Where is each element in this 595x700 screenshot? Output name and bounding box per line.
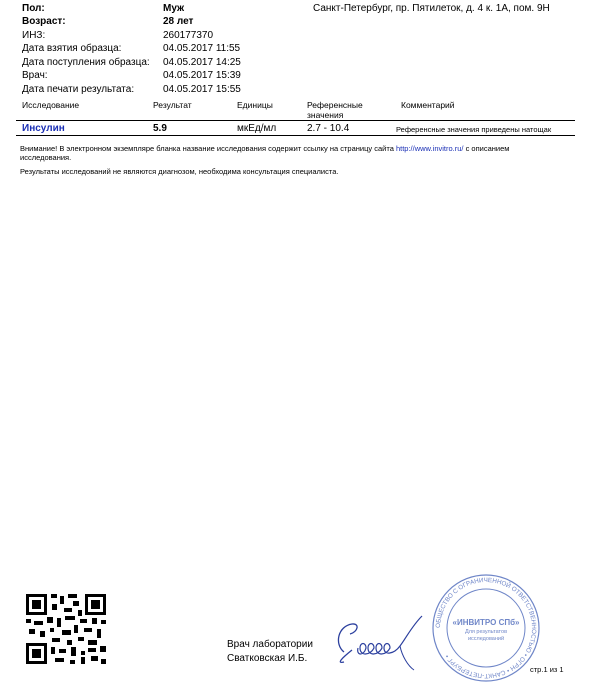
sample-taken-value: 04.05.2017 11:55 (163, 43, 241, 54)
disclaimer-note: Результаты исследований не являются диагнозом, необходима консультация специалиста. (20, 167, 339, 176)
col-header-result: Результат (153, 100, 192, 110)
col-header-units: Единицы (237, 100, 273, 110)
sample-received-label: Дата поступления образца: (22, 57, 150, 68)
doctor-signature (330, 612, 430, 674)
sex-label: Пол: (22, 3, 45, 14)
company-stamp (428, 574, 544, 682)
test-result: 5.9 (153, 123, 167, 134)
table-bottom-rule (16, 135, 575, 136)
col-header-test: Исследование (22, 100, 80, 110)
svg-text:ОБЩЕСТВО С ОГРАНИЧЕННОЙ ОТВЕТС (435, 577, 537, 679)
attention-note-line2: исследования. (20, 153, 72, 162)
stamp-ring-text: ОБЩЕСТВО С ОГРАНИЧЕННОЙ ОТВЕТСТВЕННОСТЬЮ • ОГРН • САНКТ-ПЕТЕРБУРГ • (434, 576, 538, 680)
stamp-sub-text: Для результатов исследований (464, 629, 507, 642)
doctor-value: 04.05.2017 15:39 (163, 70, 241, 81)
page-number: стр.1 из 1 (530, 665, 564, 674)
col-header-reference (307, 100, 363, 120)
print-date-label: Дата печати результата: (22, 84, 135, 95)
invitro-link[interactable]: http://www.invitro.ru/ (395, 144, 464, 153)
sex-value: Муж (163, 3, 185, 14)
sample-taken-label: Дата взятия образца: (22, 43, 122, 54)
attention-suffix: с описанием (465, 144, 510, 153)
doctor-label: Врач: (22, 70, 48, 81)
lab-address: Санкт-Петербург, пр. Пятилеток, д. 4 к. 1А, пом. 9Н (313, 3, 550, 14)
doctor-title: Врач лаборатории (227, 639, 313, 650)
inz-value: 260177370 (163, 30, 214, 41)
test-reference: 2.7 - 10.4 (307, 123, 350, 134)
inz-label: ИНЗ: (22, 30, 46, 41)
attention-note (20, 144, 509, 153)
print-date-value: 04.05.2017 15:55 (163, 84, 241, 95)
col-header-reference-line2: значения (307, 110, 344, 120)
sample-received-value: 04.05.2017 14:25 (163, 57, 241, 68)
col-header-comment: Комментарий (401, 100, 455, 110)
doctor-name: Сватковская И.Б. (227, 653, 308, 664)
qr-code (26, 594, 106, 664)
table-top-rule (16, 120, 575, 121)
attention-prefix: Внимание! В электронном экземпляре бланка название исследования содержит ссылку на страницу сайта (20, 144, 394, 153)
stamp-center-text: «ИНВИТРО СПб» (452, 618, 520, 627)
age-label: Возраст: (22, 16, 66, 27)
test-units: мкЕд/мл (237, 123, 277, 134)
test-comment: Референсные значения приведены натощак (396, 125, 552, 134)
col-header-reference-line1: Референсные (307, 100, 363, 110)
test-name-link[interactable]: Инсулин (22, 123, 65, 134)
age-value: 28 лет (163, 16, 194, 27)
